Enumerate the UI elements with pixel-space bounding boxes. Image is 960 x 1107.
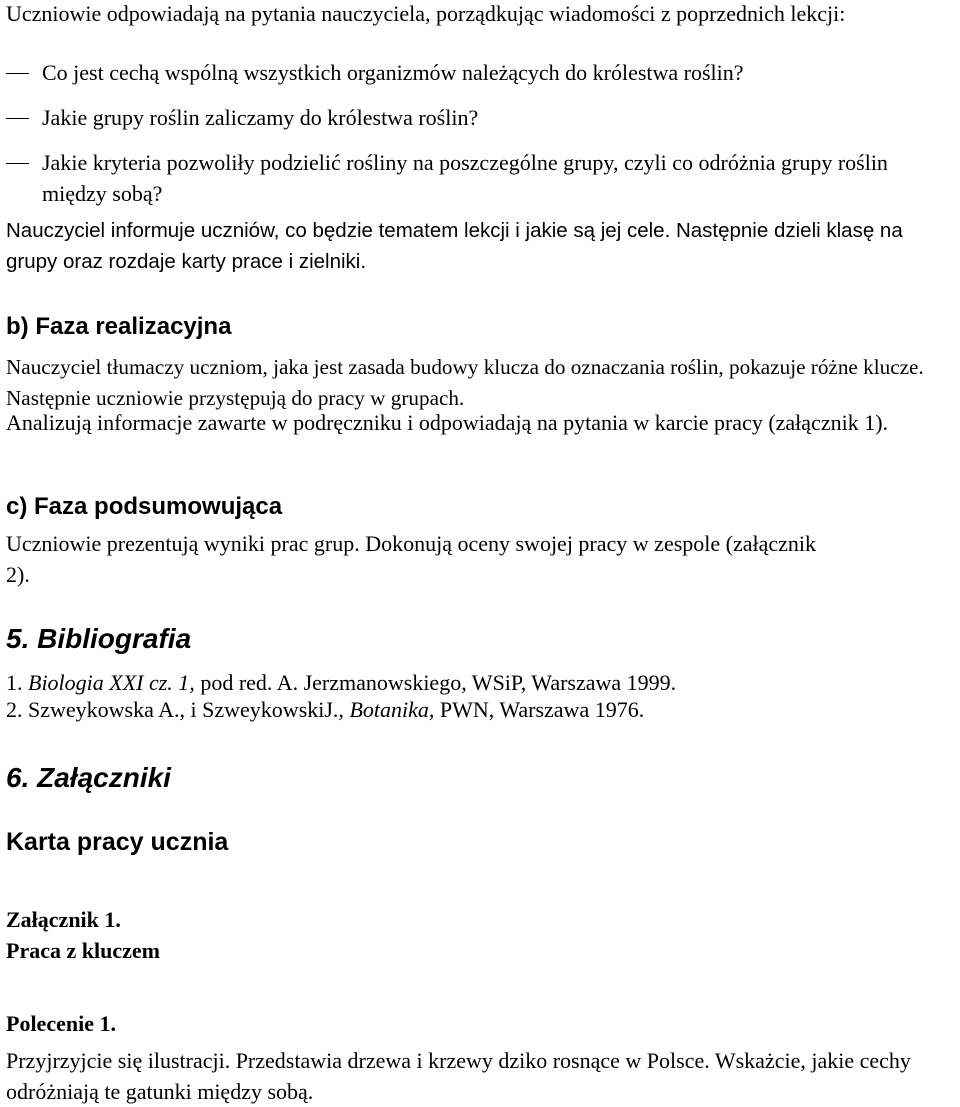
- section-heading-c: c) Faza podsumowująca: [6, 493, 283, 520]
- phase-c-paragraph: Uczniowie prezentują wyniki prac grup. Dokonują oceny swojej pracy w zespole (załącznik 2).: [6, 531, 817, 587]
- ref-title: Botanika,: [349, 697, 435, 722]
- section-heading-b: b) Faza realizacyjna: [6, 313, 232, 340]
- list-item: Co jest cechą wspólną wszystkich organizmów należących do królestwa roślin?: [6, 57, 946, 88]
- ref-number: 1.: [6, 670, 23, 695]
- ref-title: Biologia XXI cz. 1,: [28, 670, 195, 695]
- list-item: Jakie grupy roślin zaliczamy do królestwa roślin?: [6, 102, 946, 133]
- attachments-heading: 6. Załączniki: [6, 762, 171, 793]
- task-label: Polecenie 1.: [6, 1011, 116, 1036]
- attachment-label: Załącznik 1.: [6, 907, 121, 932]
- bibliography-item: [6, 694, 644, 726]
- list-item: Jakie kryteria pozwoliły podzielić rośliny na poszczególne grupy, czyli co odróżnia grupy roślin między sobą?: [6, 147, 946, 209]
- bibliography-heading: 5. Bibliografia: [6, 623, 192, 654]
- question-list: [6, 57, 946, 209]
- intro-paragraph-2: Nauczyciel informuje uczniów, co będzie tematem lekcji i jakie są jej cele. Następnie dzieli klasę na grupy oraz rozdaje karty prace i zielniki.: [6, 219, 903, 273]
- ref-number: 2.: [6, 697, 23, 722]
- intro-paragraph: Uczniowie odpowiadają na pytania nauczyciela, porządkując wiadomości z poprzednich lekcji:: [6, 1, 846, 26]
- ref-rest: pod red. A. Jerzmanowskiego, WSiP, Warszawa 1999.: [194, 670, 677, 695]
- attachment-title: Praca z kluczem: [6, 938, 160, 963]
- worksheet-heading: Karta pracy ucznia: [6, 828, 229, 856]
- phase-b-paragraph: Nauczyciel tłumaczy uczniom, jaka jest zasada budowy klucza do oznaczania roślin, pokazuje różne klucze. Następnie uczniowie przystępują do pracy w grupach.: [6, 355, 924, 410]
- task-text: Przyjrzyjcie się ilustracji. Przedstawia drzewa i krzewy dziko rosnące w Polsce. Wskażcie, jakie cechy odróżniają te gatunki między sobą.: [6, 1048, 911, 1104]
- ref-authors: Szweykowska A., i SzweykowskiJ.,: [22, 697, 350, 722]
- phase-b-paragraph-2: Analizują informacje zawarte w podręczniku i odpowiadają na pytania w karcie pracy (załącznik 1).: [6, 410, 889, 435]
- ref-rest: PWN, Warszawa 1976.: [434, 697, 645, 722]
